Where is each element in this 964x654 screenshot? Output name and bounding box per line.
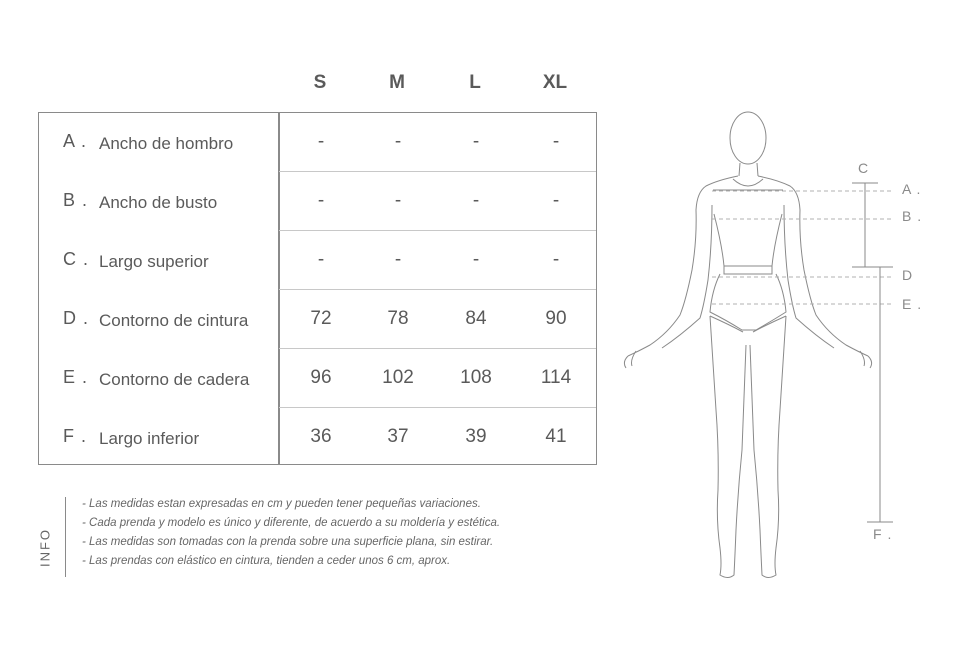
- table-row: [39, 290, 596, 349]
- row-letter: A .: [63, 131, 88, 151]
- figure-label-e: E .: [902, 296, 923, 312]
- info-note: - Las medidas son tomadas con la prenda sobre una superficie plana, sin estirar.: [82, 536, 494, 548]
- row-letter: E .: [63, 367, 89, 387]
- cell-m: -: [394, 131, 402, 152]
- figure-label-f: F .: [873, 526, 893, 542]
- cell-m: -: [394, 190, 402, 211]
- size-header-xl: XL: [542, 72, 568, 93]
- cell-l: -: [472, 131, 480, 152]
- cell-xl: 114: [540, 367, 572, 388]
- cell-s: 96: [310, 367, 332, 388]
- row-label: Largo superior: [99, 252, 209, 271]
- info-divider: [65, 497, 66, 577]
- cell-m: 78: [387, 308, 409, 329]
- info-note: - Las prendas con elástico en cintura, tienden a ceder unos 6 cm, aprox.: [82, 555, 451, 567]
- size-header-s: S: [313, 72, 327, 93]
- row-label: Largo inferior: [99, 429, 200, 448]
- cell-s: 36: [310, 426, 332, 447]
- table-row: [39, 113, 596, 172]
- row-letter: D .: [63, 308, 90, 328]
- figure-label-d: D: [902, 267, 914, 283]
- cell-m: 102: [382, 367, 414, 388]
- size-header-m: M: [389, 72, 405, 93]
- row-letter: C .: [63, 249, 90, 269]
- cell-xl: 41: [545, 426, 567, 447]
- cell-s: 72: [310, 308, 332, 329]
- cell-m: 37: [387, 426, 409, 447]
- table-row: [39, 231, 596, 290]
- table-row: [39, 408, 596, 467]
- row-label: Contorno de cadera: [99, 370, 250, 389]
- cell-xl: -: [552, 249, 560, 270]
- row-label: Contorno de cintura: [99, 311, 249, 330]
- figure-label-a: A .: [902, 181, 922, 197]
- figure-label-b: B .: [902, 208, 923, 224]
- row-label: Ancho de busto: [99, 193, 218, 212]
- info-note: - Cada prenda y modelo es único y diferente, de acuerdo a su moldería y estética.: [82, 517, 501, 529]
- cell-m: -: [394, 249, 402, 270]
- size-table: [38, 112, 597, 465]
- row-letter: F .: [63, 426, 87, 446]
- cell-l: -: [472, 190, 480, 211]
- info-note: - Las medidas estan expresadas en cm y pueden tener pequeñas variaciones.: [82, 498, 481, 510]
- cell-xl: 90: [545, 308, 567, 329]
- row-label: Ancho de hombro: [99, 134, 234, 153]
- cell-l: 84: [465, 308, 487, 329]
- cell-s: -: [317, 190, 325, 211]
- cell-s: -: [317, 131, 325, 152]
- figure-label-c: C: [858, 160, 870, 176]
- cell-xl: -: [552, 131, 560, 152]
- table-row: [39, 172, 596, 231]
- cell-xl: -: [552, 190, 560, 211]
- cell-s: -: [317, 249, 325, 270]
- cell-l: 39: [465, 426, 487, 447]
- info-label: INFO: [37, 527, 53, 568]
- row-letter: B .: [63, 190, 89, 210]
- cell-l: 108: [460, 367, 492, 388]
- cell-l: -: [472, 249, 480, 270]
- size-header-l: L: [469, 72, 481, 93]
- table-row: [39, 349, 596, 408]
